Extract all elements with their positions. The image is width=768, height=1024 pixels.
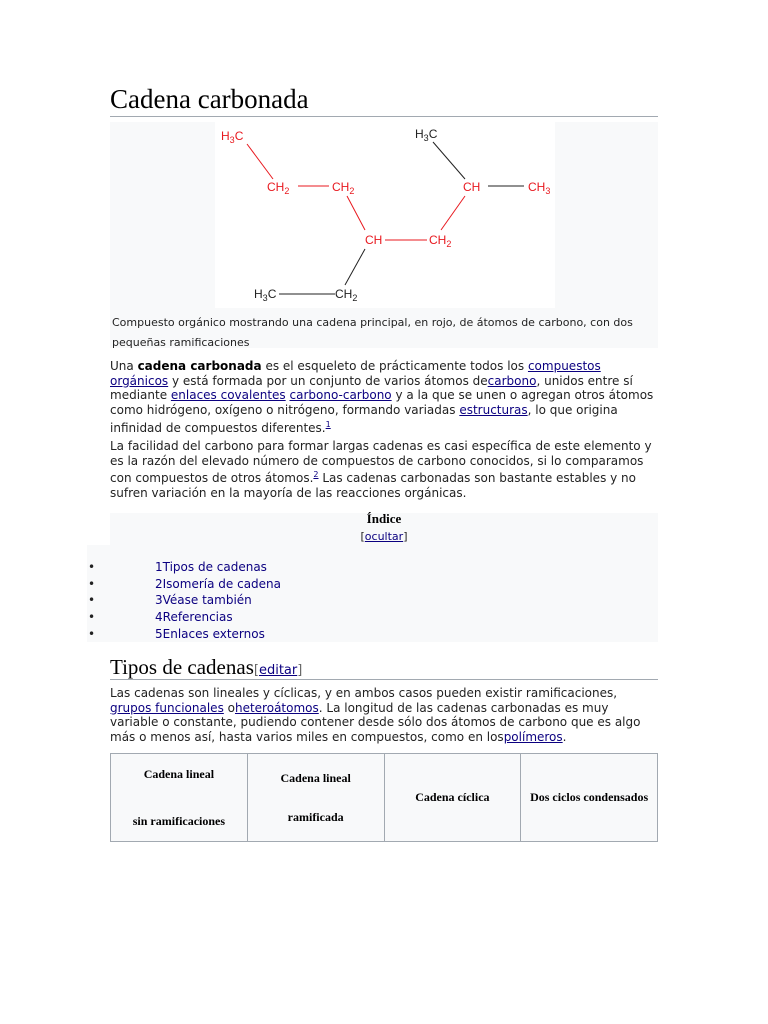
text: es el esqueleto de prácticamente todos los	[261, 359, 528, 373]
heading-text: Tipos de cadenas	[110, 655, 254, 679]
toc-hide-link[interactable]: ocultar	[364, 530, 404, 543]
link-estructuras[interactable]: estructuras	[459, 403, 528, 418]
bracket: [	[360, 530, 365, 543]
bracket: ]	[297, 663, 303, 678]
toc-number: 1	[155, 560, 163, 574]
atom-ch2-c: $CH_2$	[429, 233, 452, 249]
toc-item-isomeria-de-cadena[interactable]	[88, 576, 281, 593]
table-header-cell	[247, 754, 384, 842]
term-bold: cadena carbonada	[137, 359, 262, 373]
reference-1[interactable]: 1	[325, 419, 331, 429]
text: .	[562, 730, 567, 745]
cell-line: Cadena lineal	[143, 766, 215, 781]
atom-h3c-top-left: $H_3C$	[221, 129, 244, 145]
intro-paragraph-2	[110, 439, 658, 501]
text: Una	[110, 359, 138, 373]
toc-title: Índice	[366, 511, 402, 526]
table-header-cell: Dos ciclos condensados	[521, 754, 658, 842]
toc-item-vease-tambien[interactable]	[88, 592, 252, 609]
atom-ch2-b: $CH_2$	[332, 180, 355, 196]
bullet: •	[88, 593, 96, 607]
text: y a la que se unen o agregan otros átomos como hidrógeno, oxígeno o nitrógeno, formando variadas	[110, 388, 654, 418]
intro-paragraph-1	[110, 359, 658, 436]
bullet: •	[88, 577, 96, 591]
text: La facilidad del carbono para formar largas cadenas es casi específica de este elemento y es la razón del elevado número de compuestos de carbono conocidos, si lo comparamos con compuestos de otros átomos.	[110, 439, 652, 486]
atom-ch2-bottom: $CH_2$	[335, 287, 358, 303]
link-enlaces-covalentes[interactable]: enlaces covalentes	[170, 388, 286, 403]
bullet: •	[88, 560, 96, 574]
text: o	[223, 700, 235, 715]
table-row	[111, 754, 658, 842]
toc-number: 2	[155, 577, 163, 591]
bullet: •	[88, 627, 96, 641]
table-header-cell: Cadena cíclica	[384, 754, 521, 842]
text: . La longitud de las cadenas carbonadas es muy variable o constante, pudiendo contener desde sólo dos átomos de carbono que es algo más o menos así, hasta varios miles en compuestos, como en los	[110, 700, 641, 745]
bond-branch-down	[345, 249, 365, 285]
link-carbono[interactable]: carbono	[487, 373, 537, 388]
section-heading-tipos	[110, 655, 302, 680]
toc-hide-control	[110, 530, 658, 543]
link-heteroatomos[interactable]: heteroátomos	[234, 700, 319, 715]
atom-ch2-a: $CH_2$	[267, 180, 290, 196]
atom-ch3-right: $CH_3$	[528, 180, 551, 196]
title-underline	[110, 116, 658, 117]
bond-3	[347, 196, 365, 230]
text: y está formada por un conjunto de varios átomos de	[168, 373, 488, 388]
toc-number: 4	[155, 610, 163, 624]
toc-label: Véase también	[162, 593, 252, 607]
reference-2[interactable]: 2	[313, 470, 319, 480]
text: Las cadenas son lineales y cíclicas, y en ambos casos pueden existir ramificaciones,	[110, 686, 618, 700]
toc-number: 5	[155, 627, 163, 641]
carbon-chain-structure	[215, 122, 555, 308]
toc-item-enlaces-externos[interactable]	[88, 626, 265, 643]
toc-number: 3	[155, 593, 163, 607]
molecule-diagram	[215, 122, 555, 308]
bracket: [	[253, 663, 259, 678]
section-underline	[110, 679, 658, 680]
section-paragraph	[110, 686, 658, 745]
atom-ch-center: CH	[365, 233, 383, 247]
atom-h3c-bottom: $H_3C$	[254, 287, 277, 303]
toc-label: Tipos de cadenas	[162, 560, 267, 574]
toc-label: Referencias	[162, 610, 233, 624]
text: Las cadenas carbonadas son bastante estables y no sufren variación en la mayoría de las reacciones orgánicas.	[110, 471, 636, 501]
chain-types-table	[110, 753, 658, 842]
cell-line: sin ramificaciones	[132, 813, 226, 828]
bullet: •	[88, 610, 96, 624]
toc-label: Enlaces externos	[162, 627, 265, 641]
bond-1	[247, 144, 273, 179]
atom-ch-right: CH	[463, 180, 481, 194]
bond-branch-top	[433, 142, 465, 179]
link-carbono-carbono[interactable]: carbono-carbono	[289, 388, 392, 403]
cell-spacer	[117, 782, 241, 814]
table-header-cell	[111, 754, 248, 842]
edit-section-link[interactable]: editar	[258, 663, 298, 678]
cell-line: Cadena lineal	[280, 770, 351, 785]
text: , lo que origina infinidad de compuestos diferentes.	[110, 403, 618, 435]
toc-item-tipos-de-cadenas[interactable]	[88, 559, 267, 576]
link-compuestos-organicos[interactable]: compuestos orgánicos	[110, 359, 601, 388]
bond-5	[441, 196, 465, 230]
bracket: ]	[403, 530, 408, 543]
cell-spacer	[254, 786, 378, 810]
atom-h3c-top-right: $H_3C$	[415, 127, 438, 143]
toc-label: Isomería de cadena	[162, 577, 282, 591]
edit-section-control	[254, 663, 302, 678]
toc-item-referencias[interactable]	[88, 609, 233, 626]
link-grupos-funcionales[interactable]: grupos funcionales	[110, 700, 224, 715]
text: , unidos entre sí mediante	[110, 373, 633, 403]
figure-caption: Compuesto orgánico mostrando una cadena principal, en rojo, de átomos de carbono, con dos pequeñas ramificaciones	[112, 316, 633, 349]
page-title: Cadena carbonada	[110, 84, 309, 114]
cell-line: ramificada	[287, 809, 344, 824]
link-polimeros[interactable]: polímeros	[503, 730, 563, 745]
